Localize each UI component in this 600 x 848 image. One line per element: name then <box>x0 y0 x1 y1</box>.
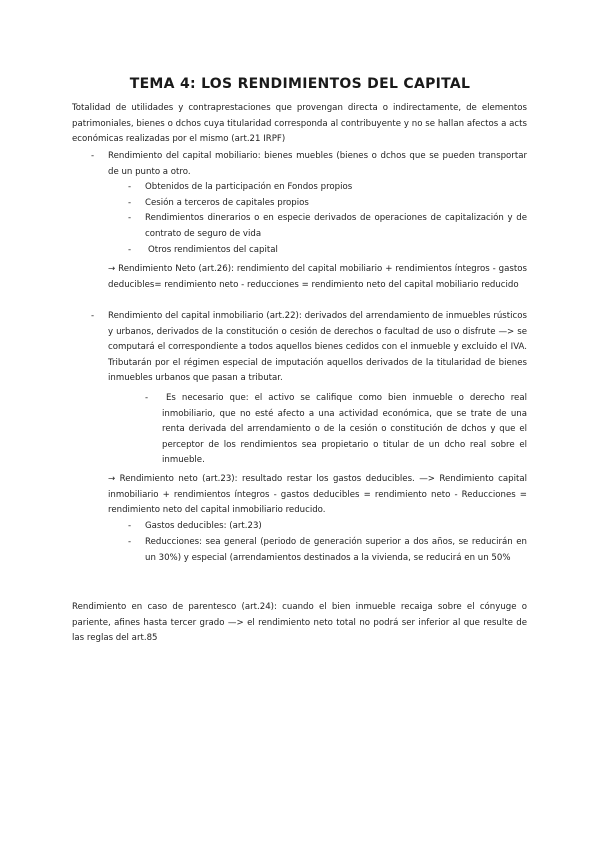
list-bullet: - <box>128 182 132 192</box>
list-bullet: - <box>91 311 95 321</box>
list-bullet: - <box>128 537 132 547</box>
list-bullet: - <box>145 393 149 403</box>
list-bullet: - <box>128 521 132 531</box>
list-bullet: - <box>128 245 132 255</box>
list-bullet: - <box>128 213 132 223</box>
parentesco-paragraph: Rendimiento en caso de parentesco (art.24): cuando el bien inmueble recaiga sobre el cónyuge o pariente, afines hasta tercer grado —> el rendimiento neto total no podrá ser inferior al que resulte de las reglas del art.85 <box>72 602 527 643</box>
mobiliario-neto: → Rendimiento Neto (art.26): rendimiento del capital mobiliario + rendimientos íntegros - gastos deducibles= rendimiento neto - reducciones = rendimiento neto del capital mobiliario reducido <box>108 264 527 290</box>
list-item: Cesión a terceros de capitales propios <box>145 198 309 208</box>
list-item: Rendimientos dinerarios o en especie derivados de operaciones de capitalización y de contrato de seguro de vida <box>145 213 527 239</box>
list-bullet: - <box>91 151 95 161</box>
intro-paragraph: Totalidad de utilidades y contraprestaciones que provengan directa o indirectamente, de elementos patrimoniales, bienes o dchos cuya titularidad corresponda al contribuyente y no se hallan afectos a acts económicas realizadas por el mismo (art.21 IRPF) <box>72 103 527 144</box>
list-item: Reducciones: sea general (periodo de generación superior a dos años, se reducirán en un 30%) y especial (arrendamientos destinados a la vivienda, se reducirá en un 50% <box>145 537 527 563</box>
list-bullet: - <box>128 198 132 208</box>
list-item: Otros rendimientos del capital <box>148 245 278 255</box>
requisito-item: Es necesario que: el activo se califique como bien inmueble o derecho real inmobiliario, que no esté afecto a una actividad económica, que se trate de una renta derivada del arrendamiento o de la cesión o constitución de dchos y que el perceptor de los rendimientos sea propietario o titular de un dcho real sobre el inmueble. <box>162 393 527 465</box>
page-title: TEMA 4: LOS RENDIMIENTOS DEL CAPITAL <box>129 76 471 92</box>
list-item: Obtenidos de la participación en Fondos propios <box>145 182 353 192</box>
list-item: Gastos deducibles: (art.23) <box>145 521 262 531</box>
inmobiliario-item: Rendimiento del capital inmobiliario (art.22): derivados del arrendamiento de inmuebles rústicos y urbanos, derivados de la constitución o cesión de derechos o facultad de uso o disfrute —> se computará el correspondiente a todos aquellos bienes cedidos con el inmueble y excluido el IVA. Tributarán por el régimen especial de imputación aquellos derivados de la titularidad de bienes inmuebles urbanos que pasan a tributar. <box>108 311 527 383</box>
inmobiliario-neto: → Rendimiento neto (art.23): resultado restar los gastos deducibles. —> Rendimiento capital inmobiliario + rendimientos íntegros - gastos deducibles = rendimiento neto - Reducciones = rendimiento neto del capital inmobiliario reducido. <box>108 474 527 515</box>
mobiliario-item: Rendimiento del capital mobiliario: bienes muebles (bienes o dchos que se pueden transportar de un punto a otro. <box>108 151 527 177</box>
